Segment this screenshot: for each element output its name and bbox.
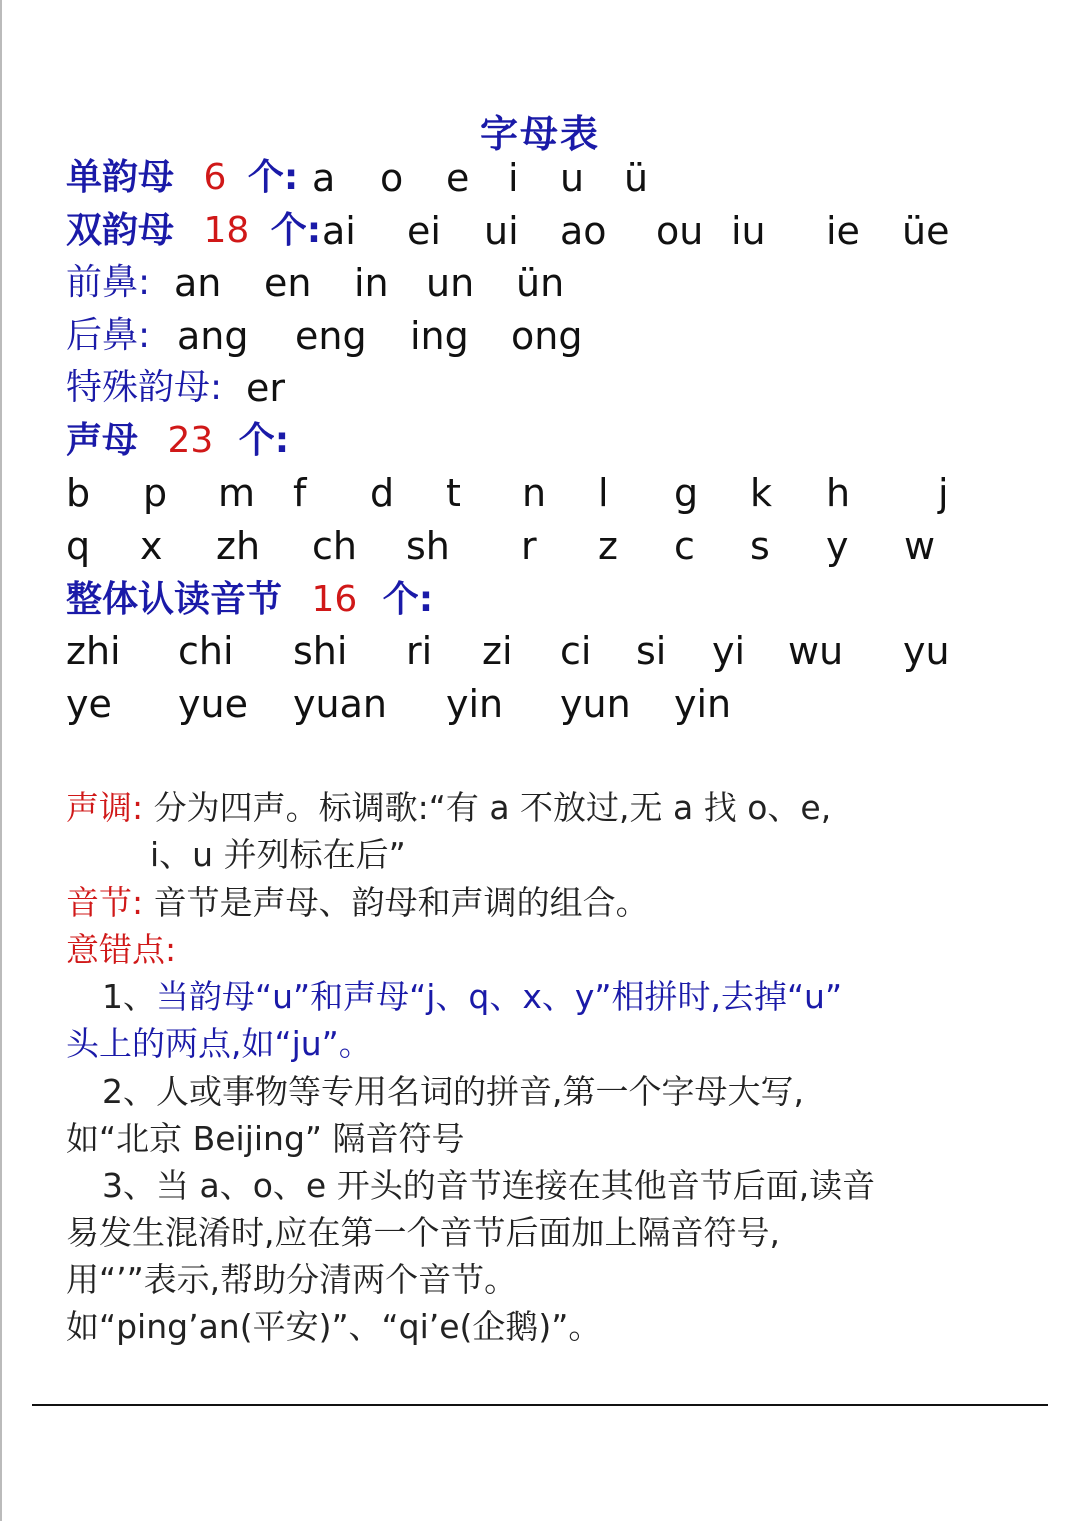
front-nasal-row [66, 258, 1026, 308]
initial-item: t [446, 471, 461, 515]
front-nasal-item: in [354, 261, 389, 305]
initial-item: s [750, 524, 770, 568]
error-point-3-line-2: 易发生混淆时,应在第一个音节后面加上隔音符号, [66, 1213, 780, 1252]
double-final-item: ie [826, 209, 860, 253]
error-point-1-line-2: 头上的两点,如“ju”。 [66, 1024, 372, 1063]
back-nasal-row [66, 311, 1026, 361]
initial-item: k [750, 471, 773, 515]
front-nasal-item: ün [516, 261, 565, 305]
double-finals-count: 18 [203, 210, 250, 251]
whole-syllable-item: si [636, 629, 667, 673]
whole-syllables-row-1 [66, 626, 1026, 676]
initial-item: g [674, 471, 699, 515]
tone-label: 声调: [66, 788, 144, 827]
single-final-item: ü [624, 156, 649, 200]
syllable-label: 音节: [66, 883, 144, 922]
whole-syllable-item: yi [712, 629, 746, 673]
back-nasal-item: ing [410, 314, 469, 358]
special-final-row [66, 363, 1026, 413]
single-final-item: a [312, 156, 336, 200]
initial-item: n [522, 471, 547, 515]
tone-text-1: 分为四声。标调歌:“有 a 不放过,无 a 找 o、e, [153, 788, 832, 827]
front-nasal-item: an [174, 261, 222, 305]
single-finals-unit: 个: [247, 157, 299, 198]
single-finals-label: 单韵母 [66, 157, 175, 198]
front-nasal-item: en [264, 261, 312, 305]
front-nasal-item: un [426, 261, 475, 305]
double-final-item: ui [484, 209, 519, 253]
initial-item: zh [216, 524, 261, 568]
initials-row-2 [66, 521, 1026, 571]
initial-item: sh [406, 524, 450, 568]
single-final-item: o [380, 156, 404, 200]
whole-syllable-item: yu [903, 629, 950, 673]
error-point-3-line-1: 3、当 a、o、e 开头的音节连接在其他音节后面,读音 [102, 1166, 876, 1205]
error-point-1-line-1 [102, 973, 842, 1020]
syllable-line [66, 879, 649, 926]
initial-item: p [143, 471, 168, 515]
double-final-item: iu [731, 209, 766, 253]
whole-syllable-item: yin [446, 682, 504, 726]
back-nasal-label: 后鼻: [66, 315, 151, 356]
whole-syllable-item: zhi [66, 629, 121, 673]
whole-syllable-item: chi [178, 629, 234, 673]
special-final-item: er [246, 366, 286, 410]
back-nasal-item: ang [177, 314, 249, 358]
whole-syllables-unit: 个: [382, 579, 434, 620]
syllable-text: 音节是声母、韵母和声调的组合。 [153, 883, 649, 922]
initials-row-1 [66, 468, 1026, 518]
whole-syllable-item: yun [560, 682, 631, 726]
error-point-1-number: 1、 [102, 977, 156, 1016]
initial-item: w [904, 524, 936, 568]
whole-syllable-item: yue [178, 682, 248, 726]
whole-syllable-item: ye [66, 682, 112, 726]
whole-syllables-row-2 [66, 679, 1026, 729]
initial-item: x [140, 524, 163, 568]
single-final-item: u [560, 156, 585, 200]
whole-syllables-count: 16 [311, 579, 358, 620]
whole-syllables-label: 整体认读音节 [66, 579, 283, 620]
initial-item: b [66, 471, 91, 515]
whole-syllable-item: ri [406, 629, 433, 673]
whole-syllable-item: zi [482, 629, 513, 673]
double-finals-label: 双韵母 [66, 210, 175, 251]
initial-item: d [370, 471, 395, 515]
error-point-2-line-2: 如“北京 Beijing” 隔音符号 [66, 1119, 465, 1158]
double-finals-unit: 个: [270, 210, 322, 251]
initial-item: r [521, 524, 537, 568]
error-point-2-line-1: 2、人或事物等专用名词的拼音,第一个字母大写, [102, 1072, 804, 1111]
whole-syllable-item: yin [674, 682, 732, 726]
error-point-1-text: 当韵母“u”和声母“j、q、x、y”相拼时,去掉“u” [156, 977, 843, 1016]
initial-item: l [598, 471, 609, 515]
initials-count: 23 [167, 420, 214, 461]
error-point-3-line-3: 用“’”表示,帮助分清两个音节。 [66, 1260, 518, 1299]
double-finals-row [66, 206, 1026, 256]
double-final-item: üe [902, 209, 950, 253]
front-nasal-label: 前鼻: [66, 262, 151, 303]
initial-item: q [66, 524, 91, 568]
whole-syllable-item: ci [560, 629, 592, 673]
initial-item: c [674, 524, 695, 568]
double-final-item: ou [656, 209, 704, 253]
initial-item: h [826, 471, 851, 515]
double-final-item: ei [407, 209, 441, 253]
back-nasal-item: eng [295, 314, 367, 358]
single-finals-count: 6 [203, 157, 227, 198]
whole-syllables-header [66, 575, 433, 625]
back-nasal-item: ong [511, 314, 583, 358]
special-final-label: 特殊韵母: [66, 367, 223, 408]
initial-item: f [293, 471, 307, 515]
bottom-divider [32, 1404, 1048, 1406]
initials-unit: 个: [238, 420, 290, 461]
page-title: 字母表 [479, 112, 600, 156]
double-final-item: ao [560, 209, 607, 253]
initials-label: 声母 [66, 420, 139, 461]
whole-syllable-item: wu [788, 629, 844, 673]
whole-syllable-item: shi [293, 629, 348, 673]
initial-item: z [598, 524, 618, 568]
tone-line-2: i、u 并列标在后” [150, 835, 406, 874]
initial-item: ch [312, 524, 357, 568]
initial-item: j [938, 471, 949, 515]
initial-item: y [826, 524, 849, 568]
double-final-item: ai [322, 209, 356, 253]
tone-line-1 [66, 784, 831, 831]
error-point-3-line-4: 如“ping’an(平安)”、“qi’e(企鹅)”。 [66, 1307, 602, 1346]
initial-item: m [218, 471, 256, 515]
single-finals-row [66, 153, 1026, 203]
whole-syllable-item: yuan [293, 682, 387, 726]
errors-label: 意错点: [66, 930, 177, 969]
initials-header [66, 416, 289, 466]
single-final-item: i [508, 156, 519, 200]
single-final-item: e [446, 156, 470, 200]
